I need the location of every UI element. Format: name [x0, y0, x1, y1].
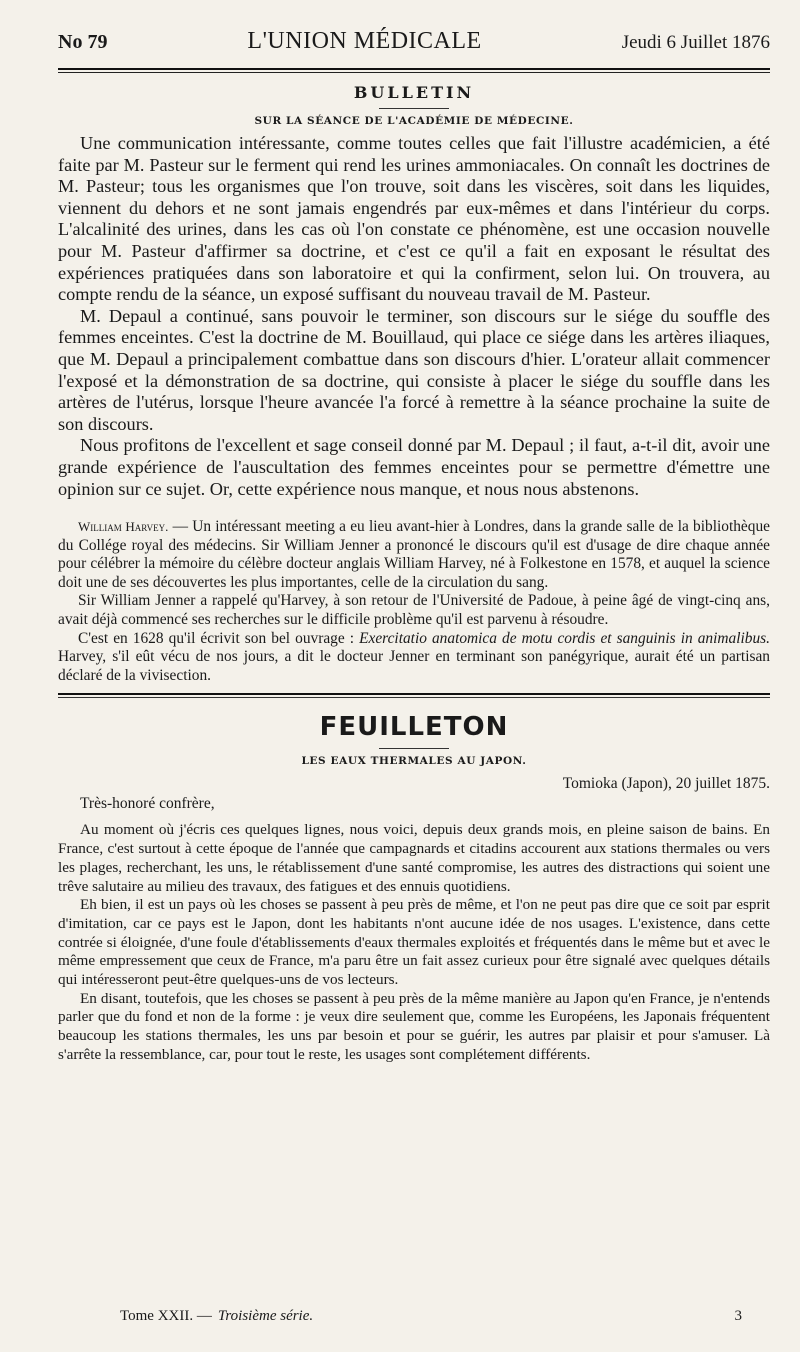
harvey-heading: William Harvey. [78, 519, 169, 535]
bulletin-body [58, 133, 770, 500]
letter-salutation: Très-honoré confrère, [80, 795, 215, 813]
bulletin-paragraph: M. Depaul a continué, sans pouvoir le terminer, son discours sur le siége du souffle des femmes enceintes. C'est la doctrine de M. Bouillaud, qui place ce siége dans les artères iliaques, que M. Depaul a principalement combattue dans son discours d'hier. L'orateur allait commencer l'exposé et la démonstration de sa doctrine, qui consiste à placer le siége du souffle dans les artères de l'utérus, lorsque l'heure avancée l'a forcé à remettre à la séance prochaine la suite de son discours. [58, 305, 770, 434]
bulletin-subtitle: SUR LA SÉANCE DE L'ACADÉMIE DE MÉDECINE. [254, 115, 574, 127]
harvey-paragraph [58, 630, 770, 686]
bulletin-paragraph: Nous profitons de l'excellent et sage conseil donné par M. Depaul ; il faut, a-t-il dit, avoir une grande expérience de l'auscultation des femmes enceintes pour se permettre d'émettre une opinion sur ce sujet. Or, cette expérience nous manque, et nous nous abstenons. [58, 435, 770, 499]
feuilleton-body [58, 821, 770, 1064]
feuilleton-title: FEUILLETON [319, 712, 509, 743]
page-footer [58, 1308, 770, 1325]
feuilleton-divider-thin [58, 697, 770, 698]
bulletin-title-rule [379, 108, 449, 109]
harvey-text: C'est en 1628 qu'il écrivit son bel ouvrage : [78, 629, 360, 647]
issue-date: Jeudi 6 Juillet 1876 [621, 32, 770, 53]
page-number: 3 [734, 1308, 742, 1324]
volume-label: Tome XXII. — [120, 1308, 212, 1324]
bulletin-title: BULLETIN [353, 83, 475, 102]
series-label: Troisième série. [217, 1308, 314, 1324]
harvey-book-title: Exercitatio anatomica de motu cordis et sanguinis in animalibus. [359, 629, 770, 647]
issue-number: No 79 [58, 31, 108, 53]
feuilleton-paragraph: En disant, toutefois, que les choses se passent à peu près de la même manière au Japon qu'en France, je n'entends parler que du fond et non de la forme : je veux dire seulement que, comme les Européens, les Japonais fréquentent beaucoup les stations thermales, les uns par besoin et pour se guérir, les autres par plaisir et pour s'amuser. Là s'arrête la ressemblance, car, pour tout le reste, les usages sont complétement différents. [58, 989, 770, 1063]
feuilleton-subtitle: LES EAUX THERMALES AU JAPON. [301, 755, 527, 768]
header-rule [58, 68, 770, 70]
feuilleton-paragraph: Au moment où j'écris ces quelques lignes, nous voici, depuis deux grands mois, en pleine saison de bains. En France, c'est surtout à cette époque de l'année que campagnards et citadins accourent aux stations thermales ou vers les plages, recherchant, les uns, le rétablissement d'une santé compromise, les autres des distractions qui soient une trêve salutaire au milieu des travaux, des fatigues et des ennuis quotidiens. [58, 821, 770, 895]
feuilleton-title-rule [379, 748, 449, 749]
harvey-lead-text: — Un intéressant meeting a eu lieu avant-hier à Londres, dans la grande salle de la bibliothèque du Collége royal des médecins. Sir William Jenner a prononcé le discours qu'il est d'usage de dire chaque année pour célébrer la mémoire du célèbre docteur anglais William Harvey, né à Folkestone en 1578, et auquel la science doit une de ses découvertes les plus importantes, celle de la circulation du sang. [58, 518, 770, 591]
feuilleton-paragraph: Eh bien, il est un pays où les choses se passent à peu près de même, et l'on ne peut pas dire que ce soit par esprit d'imitation, car ce pays est le Japon, dont les habitants n'ont aucune idée de nos usages. L'existence, dans cette contrée si éloignée, d'une foule d'établissements d'eaux thermales exploités et fréquentés dans le même but et avec le même empressement que ceux de France, m'a paru être un fait assez curieux pour être signalé avec quelques détails qui intéresseront peut-être quelques-uns de vos lecteurs. [58, 896, 770, 989]
harvey-paragraph [58, 518, 770, 592]
harvey-paragraph: Sir William Jenner a rappelé qu'Harvey, à son retour de l'Université de Padoue, à peine âgé de vingt-cinq ans, avait déjà commencé ses recherches sur le difficile problème qu'il est parvenu à résoudre. [58, 592, 770, 629]
masthead [58, 28, 770, 68]
header-rule-thin [58, 72, 770, 73]
harvey-text: Harvey, s'il eût vécu de nos jours, a dit le docteur Jenner en terminant son panégyrique, aurait été un partisan déclaré de la vivisection. [58, 648, 770, 684]
journal-title: L'UNION MÉDICALE [247, 28, 482, 54]
bulletin-paragraph: Une communication intéressante, comme toutes celles que fait l'illustre académicien, a été faite par M. Pasteur sur le ferment qui rend les urines ammoniacales. On connaît les doctrines de M. Pasteur; tous les organismes que l'on trouve, soit dans les viscères, soit dans les liquides, viennent du dehors et ne sont jamais engendrés par eux-mêmes et dans l'intérieur du corps. L'alcalinité des urines, dans les cas où l'on constate ce phénomène, est une occasion nouvelle pour M. Pasteur d'affirmer sa doctrine, et c'est ce qu'il a fait en exposant le résultat des expériences pratiquées dans son laboratoire et qui la confirment, selon lui. On trouvera, au compte rendu de la séance, un exposé suffisant du nouveau travail de M. Pasteur. [58, 133, 770, 305]
newspaper-page [58, 28, 770, 1065]
feuilleton-divider [58, 693, 770, 695]
harvey-section [58, 518, 770, 685]
letter-place-date: Tomioka (Japon), 20 juillet 1875. [562, 775, 770, 793]
